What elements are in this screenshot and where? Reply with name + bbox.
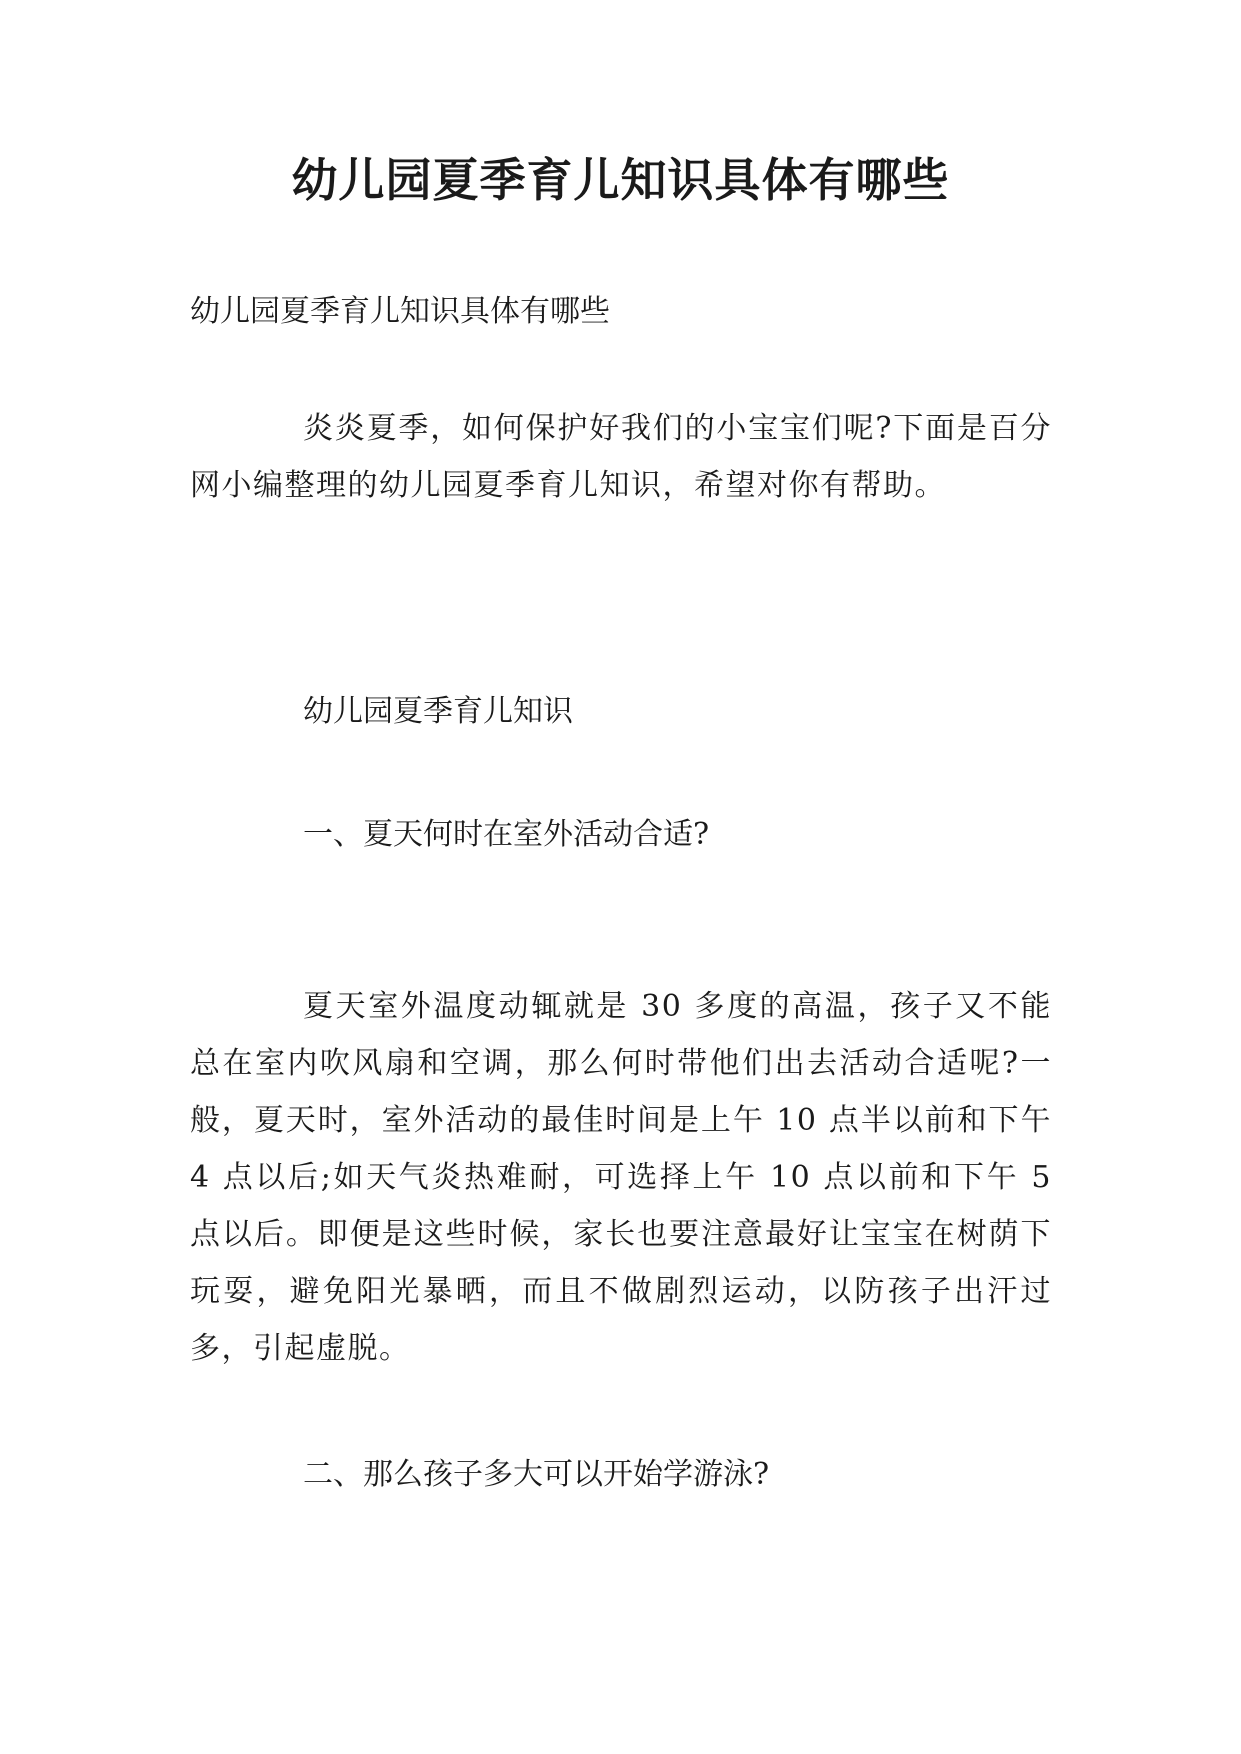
- document-subtitle: 幼儿园夏季育儿知识具体有哪些: [190, 294, 610, 329]
- question-2: 二、那么孩子多大可以开始学游泳?: [303, 1457, 770, 1492]
- section-heading: 幼儿园夏季育儿知识: [303, 694, 573, 729]
- document-title: 幼儿园夏季育儿知识具体有哪些: [291, 153, 950, 207]
- answer-1-paragraph: 夏天室外温度动辄就是 30 多度的高温，孩子又不能总在室内吹风扇和空调，那么何时带他们出去活动合适呢?一般，夏天时，室外活动的最佳时间是上午 10 点半以前和下午 4 点以后;如天气炎热难耐，可选择上午 10 点以前和下午 5 点以后。即便是这些时候，家长也要注意最好让宝宝在树荫下玩耍，避免阳光暴晒，而且不做剧烈运动，以防孩子出汗过多，引起虚脱。: [190, 989, 1052, 1366]
- question-1: 一、夏天何时在室外活动合适?: [303, 817, 710, 852]
- intro-paragraph: 炎炎夏季，如何保护好我们的小宝宝们呢?下面是百分网小编整理的幼儿园夏季育儿知识，希望对你有帮助。: [190, 411, 1052, 503]
